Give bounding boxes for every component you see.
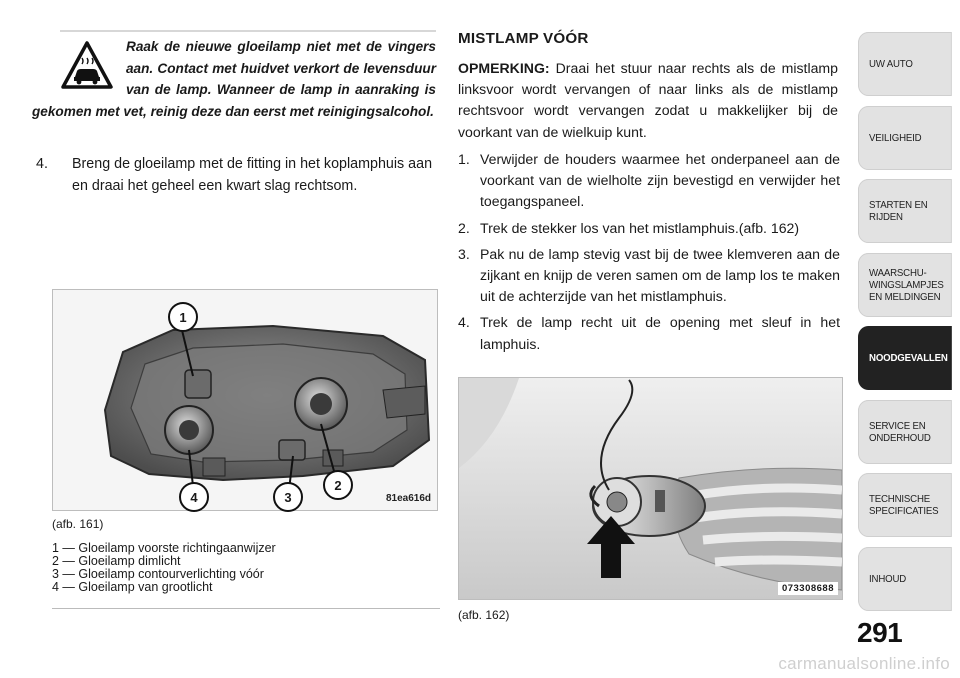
list-item (458, 244, 840, 308)
legend-item: 4 — Gloeilamp van grootlicht (52, 580, 213, 594)
legend-item: 3 — Gloeilamp contourverlichting vóór (52, 567, 264, 581)
headlamp-figure (52, 289, 438, 511)
tab-technische-specificaties[interactable]: TECHNISCHE SPECIFICATIES (858, 473, 952, 537)
warning-triangle-car-icon (60, 40, 114, 90)
warning-top-rule (60, 30, 436, 32)
figure-legend (52, 542, 442, 594)
tab-noodgevallen[interactable]: NOODGEVALLEN (858, 326, 952, 390)
step-number: 2. (458, 219, 470, 236)
watermark: carmanualsonline.info (778, 654, 950, 673)
chapter-tabs (858, 32, 960, 620)
figure-code: 81ea616d (385, 493, 431, 504)
legend-item: 2 — Gloeilamp dimlicht (52, 554, 181, 568)
note-label: OPMERKING: (458, 60, 550, 76)
callout-2: 2 (323, 470, 353, 500)
legend-item: 1 — Gloeilamp voorste richtingaanwijzer (52, 541, 276, 555)
foglamp-figure (458, 377, 843, 600)
step-text: Trek de stekker los van het mistlamphuis.(afb. 162) (480, 219, 800, 236)
page-number: 291 (857, 617, 903, 648)
list-item (458, 218, 840, 239)
section-title: MISTLAMP VÓÓR (458, 30, 589, 47)
step-list (458, 149, 840, 360)
step-number: 4. (36, 156, 48, 172)
left-step-list (36, 154, 436, 197)
callout-3: 3 (273, 482, 303, 512)
list-item (36, 154, 436, 197)
step-number: 4. (458, 314, 470, 331)
figure-code: 073308688 (778, 582, 838, 595)
tab-service-en-onderhoud[interactable]: SERVICE EN ONDERHOUD (858, 400, 952, 464)
callout-4: 4 (179, 482, 209, 512)
tab-starten-en-rijden[interactable]: STARTEN EN RIJDEN (858, 179, 952, 243)
warning-text: Raak de nieuwe gloeilamp niet met de vingers aan. Contact met huidvet verkort de levensduur van de lamp. Wanneer de lamp in aanraking is gekomen met vet, reinig deze dan eerst met reinigingsalcohol. (32, 39, 436, 119)
headlamp-illustration (53, 290, 437, 510)
step-text: Breng de gloeilamp met de fitting in het koplamphuis aan en draai het geheel een kwart slag rechtsom. (72, 156, 433, 194)
foglamp-illustration (459, 378, 842, 599)
step-number: 3. (458, 245, 470, 262)
callout-1: 1 (168, 302, 198, 332)
step-text: Pak nu de lamp stevig vast bij de twee klemveren aan de zijkant en knijp de veren samen om de lamp los te maken uit de achterzijde van het mistlamphuis. (480, 245, 840, 305)
tab-inhoud[interactable]: INHOUD (858, 547, 952, 611)
figure-caption: (afb. 162) (458, 608, 510, 622)
list-item (458, 312, 840, 354)
note-text: Draai het stuur naar rechts als de mistlamp linksvoor wordt vervangen of naar links als de mistlamp rechtsvoor wordt vervangen zodat u makkelijker bij de voorkant van de wielkuip kunt. (458, 60, 838, 140)
step-text: Trek de lamp recht uit de opening met sleuf in het lamphuis. (480, 314, 840, 352)
tab-uw-auto[interactable]: UW AUTO (858, 32, 952, 96)
step-text: Verwijder de houders waarmee het onderpaneel aan de voorkant van de wielholte zijn bevestigd en verwijder het toegangspaneel. (480, 151, 840, 210)
tab-veiligheid[interactable]: VEILIGHEID (858, 106, 952, 170)
list-item (458, 149, 840, 213)
warning-block (32, 36, 436, 122)
figure-caption: (afb. 161) (52, 517, 104, 531)
note-paragraph (458, 58, 838, 143)
tab-waarschuwingslampjes[interactable]: WAARSCHU- WINGSLAMPJES EN MELDINGEN (858, 253, 952, 317)
divider (52, 608, 440, 609)
step-number: 1. (458, 151, 470, 167)
